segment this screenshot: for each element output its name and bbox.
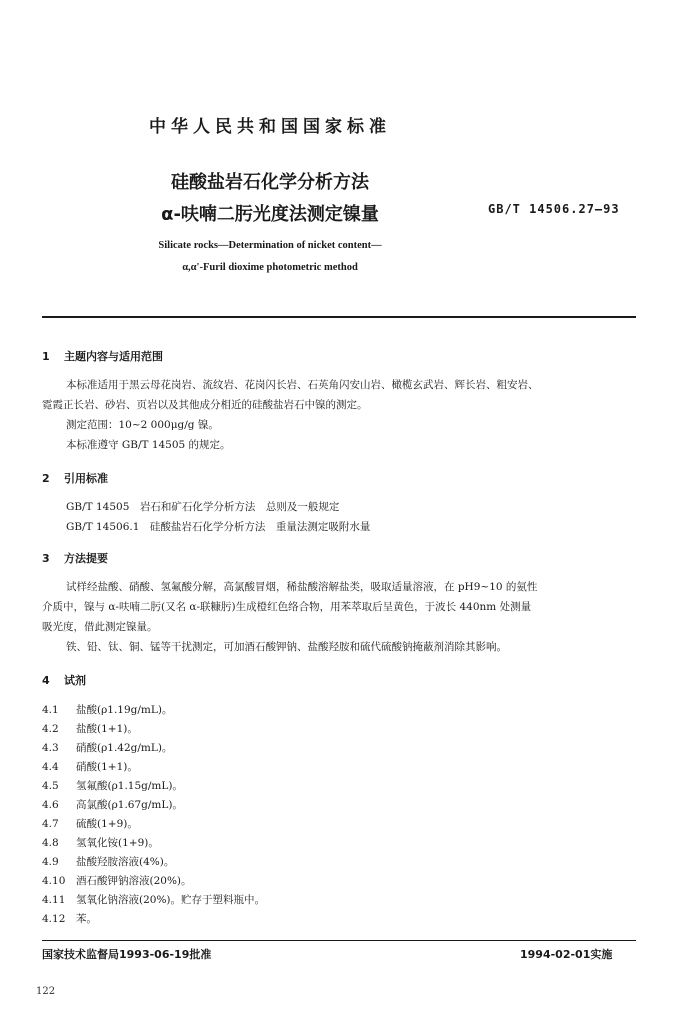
item-text: 盐酸(1+1)。 xyxy=(76,723,138,735)
item-number: 4.9 xyxy=(42,856,59,868)
item-number: 4.10 xyxy=(42,875,66,887)
item-text: 苯。 xyxy=(76,913,97,925)
page-number: 122 xyxy=(36,986,56,997)
reagent-item xyxy=(42,892,265,907)
item-text: 酒石酸钾钠溶液(20%)。 xyxy=(76,875,192,887)
paragraph: 测定范围：10~2 000μg/g 镍。 xyxy=(66,419,219,431)
implementation-date: 1994-02-01实施 xyxy=(520,948,613,961)
header-divider xyxy=(42,316,636,318)
item-text: 硝酸(ρ1.42g/mL)。 xyxy=(76,742,173,754)
item-number: 4.2 xyxy=(42,723,59,735)
reagent-item xyxy=(42,778,183,793)
paragraph: 本标准适用于黑云母花岗岩、流纹岩、花岗闪长岩、石英角闪安山岩、橄榄玄武岩、辉长岩、粗安岩、 xyxy=(66,379,539,391)
reagent-item xyxy=(42,911,97,926)
section-3-heading xyxy=(42,550,108,566)
section-1-heading xyxy=(42,348,163,364)
section-2-heading xyxy=(42,470,108,486)
reagent-item xyxy=(42,816,138,831)
item-text: 盐酸(ρ1.19g/mL)。 xyxy=(76,704,173,716)
reagent-item xyxy=(42,759,138,774)
item-text: 盐酸羟胺溶液(4%)。 xyxy=(76,856,175,868)
standard-number: GB/T 14506.27—93 xyxy=(488,202,620,216)
section-4-heading xyxy=(42,672,86,688)
section-number: 2 xyxy=(42,472,50,485)
item-text: 硝酸(1+1)。 xyxy=(76,761,138,773)
item-number: 4.4 xyxy=(42,761,59,773)
reagent-item xyxy=(42,702,172,717)
english-title-line1: Silicate rocks—Determination of nicket content— xyxy=(158,240,382,251)
paragraph: 试样经盐酸、硝酸、氢氟酸分解，高氯酸冒烟，稀盐酸溶解盐类，吸取适量溶液，在 pH9~10 的氨性 xyxy=(66,581,538,593)
section-title: 引用标准 xyxy=(64,472,108,485)
paragraph: 介质中，镍与 α-呋喃二肟(又名 α-联糠肟)生成橙红色络合物，用苯萃取后呈黄色，于波长 440nm 处测量 xyxy=(42,601,532,613)
item-text: 高氯酸(ρ1.67g/mL)。 xyxy=(76,799,183,811)
reagent-item xyxy=(42,854,174,869)
section-number: 1 xyxy=(42,350,50,363)
item-text: 氢氟酸(ρ1.15g/mL)。 xyxy=(76,780,183,792)
approval-date: 国家技术监督局1993-06-19批准 xyxy=(42,948,212,961)
footer-divider xyxy=(42,940,636,941)
section-title: 试剂 xyxy=(64,674,86,687)
reagent-item xyxy=(42,740,172,755)
paragraph: 吸光度，借此测定镍量。 xyxy=(42,621,158,633)
item-number: 4.6 xyxy=(42,799,59,811)
standard-title-line1: 硅酸盐岩石化学分析方法 xyxy=(171,172,369,193)
reagent-item xyxy=(42,721,138,736)
reagent-item xyxy=(42,835,159,850)
item-text: 硫酸(1+9)。 xyxy=(76,818,138,830)
item-number: 4.8 xyxy=(42,837,59,849)
section-title: 主题内容与适用范围 xyxy=(64,350,163,363)
paragraph: 霓霞正长岩、砂岩、页岩以及其他成分相近的硅酸盐岩石中镍的测定。 xyxy=(42,399,368,411)
paragraph: 铁、铅、钛、铜、锰等干扰测定，可加酒石酸钾钠、盐酸羟胺和硫代硫酸钠掩蔽剂消除其影响。 xyxy=(66,641,507,653)
paragraph: GB/T 14506.1 硅酸盐岩石化学分析方法 重量法测定吸附水量 xyxy=(66,521,371,533)
reagent-item xyxy=(42,873,192,888)
item-number: 4.7 xyxy=(42,818,59,830)
standard-title-line2: α-呋喃二肟光度法测定镍量 xyxy=(161,204,379,225)
item-number: 4.5 xyxy=(42,780,59,792)
item-number: 4.1 xyxy=(42,704,59,716)
paragraph: GB/T 14505 岩石和矿石化学分析方法 总则及一般规定 xyxy=(66,501,340,513)
reagent-item xyxy=(42,797,183,812)
english-title-line2: α,α'-Furil dioxime photometric method xyxy=(182,262,358,273)
item-number: 4.12 xyxy=(42,913,66,925)
section-number: 4 xyxy=(42,674,50,687)
item-number: 4.11 xyxy=(42,894,66,906)
issuing-country-heading: 中华人民共和国国家标准 xyxy=(149,117,391,137)
item-number: 4.3 xyxy=(42,742,59,754)
section-number: 3 xyxy=(42,552,50,565)
section-title: 方法提要 xyxy=(64,552,108,565)
item-text: 氢氧化铵(1+9)。 xyxy=(76,837,159,849)
paragraph: 本标准遵守 GB/T 14505 的规定。 xyxy=(66,439,231,451)
item-text: 氢氧化钠溶液(20%)。贮存于塑料瓶中。 xyxy=(76,894,266,906)
